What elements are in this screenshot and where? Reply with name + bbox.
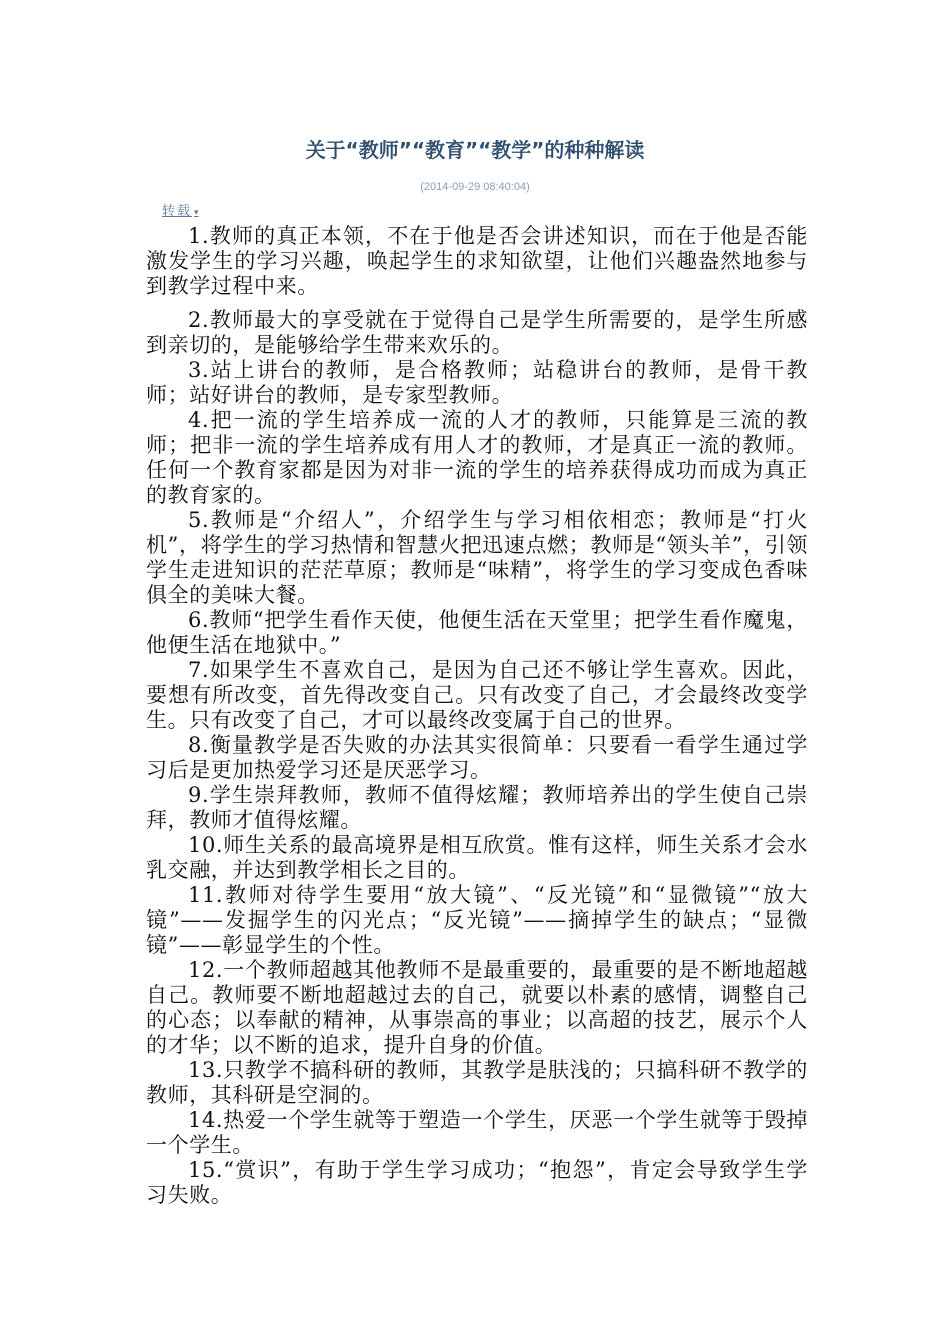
article-date: (2014-09-29 08:40:04) (420, 181, 530, 193)
paragraph-8: 8.衡量教学是否失败的办法其实很简单：只要看一看学生通过学习后是更加热爱学习还是厌恶学习。 (146, 733, 808, 782)
paragraph-2: 2.教师最大的享受就在于觉得自己是学生所需要的，是学生所感到亲切的，是能够给学生带来欢乐的。 (146, 308, 808, 357)
paragraph-9: 9.学生崇拜教师，教师不值得炫耀；教师培养出的学生使自己崇拜，教师才值得炫耀。 (146, 783, 808, 832)
paragraph-10: 10.师生关系的最高境界是相互欣赏。惟有这样，师生关系才会水乳交融，并达到教学相长之目的。 (146, 833, 808, 882)
paragraph-12: 12.一个教师超越其他教师不是最重要的，最重要的是不断地超越自己。教师要不断地超越过去的自己，就要以朴素的感情，调整自己的心态；以奉献的精神，从事崇高的事业；以高超的技艺，展示个人的才华；以不断的追求，提升自身的价值。 (146, 958, 808, 1057)
paragraph-3: 3.站上讲台的教师，是合格教师；站稳讲台的教师，是骨干教师；站好讲台的教师，是专家型教师。 (146, 358, 808, 407)
paragraph-4: 4.把一流的学生培养成一流的人才的教师，只能算是三流的教师；把非一流的学生培养成有用人才的教师，才是真正一流的教师。任何一个教育家都是因为对非一流的学生的培养获得成功而成为真正的教育家的。 (146, 408, 808, 507)
repost-tag-link[interactable] (162, 204, 199, 221)
article-body (146, 224, 808, 1208)
paragraph-13: 13.只教学不搞科研的教师，其教学是肤浅的；只搞科研不教学的教师，其科研是空洞的。 (146, 1058, 808, 1107)
dropdown-arrow-icon: ▾ (194, 208, 199, 218)
paragraph-11: 11.教师对待学生要用“放大镜”、“反光镜”和“显微镜”“放大镜”——发掘学生的闪光点；“反光镜”——摘掉学生的缺点；“显微镜”——彰显学生的个性。 (146, 883, 808, 957)
paragraph-15: 15.“赏识”，有助于学生学习成功；“抱怨”，肯定会导致学生学习失败。 (146, 1158, 808, 1207)
paragraph-5: 5.教师是“介绍人”，介绍学生与学习相依相恋；教师是“打火机”，将学生的学习热情和智慧火把迅速点燃；教师是“领头羊”，引领学生走进知识的茫茫草原；教师是“味精”，将学生的学习变成色香味俱全的美味大餐。 (146, 508, 808, 607)
paragraph-6: 6.教师“把学生看作天使，他便生活在天堂里；把学生看作魔鬼，他便生活在地狱中。” (146, 608, 808, 657)
paragraph-7: 7.如果学生不喜欢自己，是因为自己还不够让学生喜欢。因此，要想有所改变，首先得改变自己。只有改变了自己，才会最终改变学生。只有改变了自己，才可以最终改变属于自己的世界。 (146, 658, 808, 732)
paragraph-1: 1.教师的真正本领，不在于他是否会讲述知识，而在于他是否能激发学生的学习兴趣，唤起学生的求知欲望，让他们兴趣盎然地参与到教学过程中来。 (146, 224, 808, 298)
paragraph-14: 14.热爱一个学生就等于塑造一个学生，厌恶一个学生就等于毁掉一个学生。 (146, 1108, 808, 1157)
repost-tag-label: 转载 (162, 204, 193, 219)
article-title: 关于“教师”“教育”“教学”的种种解读 (305, 138, 645, 162)
